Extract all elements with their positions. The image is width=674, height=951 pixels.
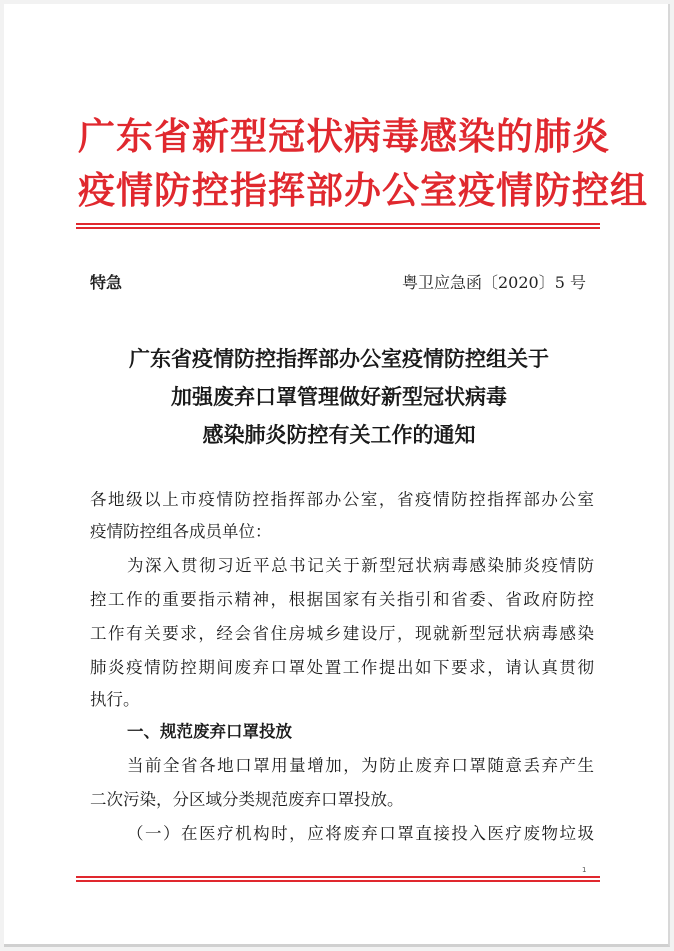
footer-red-rule-thin: [76, 880, 600, 882]
header-red-rule-thick: [76, 223, 600, 225]
intro-paragraph-line2: 控工作的重要指示精神，根据国家有关指引和省委、省政府防控: [90, 590, 594, 609]
section1-line1: 当前全省各地口罩用量增加，为防止废弃口罩随意丢弃产生: [127, 756, 594, 775]
issuer-title-line2: 疫情防控指挥部办公室疫情防控组: [78, 168, 648, 212]
header-red-rule-thin: [76, 227, 600, 229]
page-number: 1: [582, 866, 587, 874]
document-title-line3: 感染肺炎防控有关工作的通知: [202, 423, 476, 447]
document-title-line1: 广东省疫情防控指挥部办公室疫情防控组关于: [129, 347, 549, 371]
section1-line2: 二次污染，分区域分类规范废弃口罩投放。: [90, 790, 404, 809]
document-page: [4, 4, 670, 947]
addressee-line1: 各地级以上市疫情防控指挥部办公室，省疫情防控指挥部办公室: [90, 490, 594, 509]
footer-red-rule-thick: [76, 876, 600, 878]
intro-paragraph-line4: 肺炎疫情防控期间废弃口罩处置工作提出如下要求，请认真贯彻: [90, 658, 594, 677]
issuer-title-line1: 广东省新型冠状病毒感染的肺炎: [78, 114, 610, 158]
intro-paragraph-line5: 执行。: [90, 690, 140, 709]
item1-line1: （一）在医疗机构时，应将废弃口罩直接投入医疗废物垃圾: [127, 824, 594, 843]
document-title-line2: 加强废弃口罩管理做好新型冠状病毒: [171, 385, 507, 409]
document-number: 粤卫应急函〔2020〕5 号: [402, 273, 586, 292]
urgency-label: 特急: [90, 273, 123, 292]
intro-paragraph-line1: 为深入贯彻习近平总书记关于新型冠状病毒感染肺炎疫情防: [127, 556, 594, 575]
addressee-line2: 疫情防控组各成员单位：: [90, 522, 272, 541]
intro-paragraph-line3: 工作有关要求，经会省住房城乡建设厅，现就新型冠状病毒感染: [90, 624, 594, 643]
section1-heading: 一、规范废弃口罩投放: [127, 722, 292, 741]
